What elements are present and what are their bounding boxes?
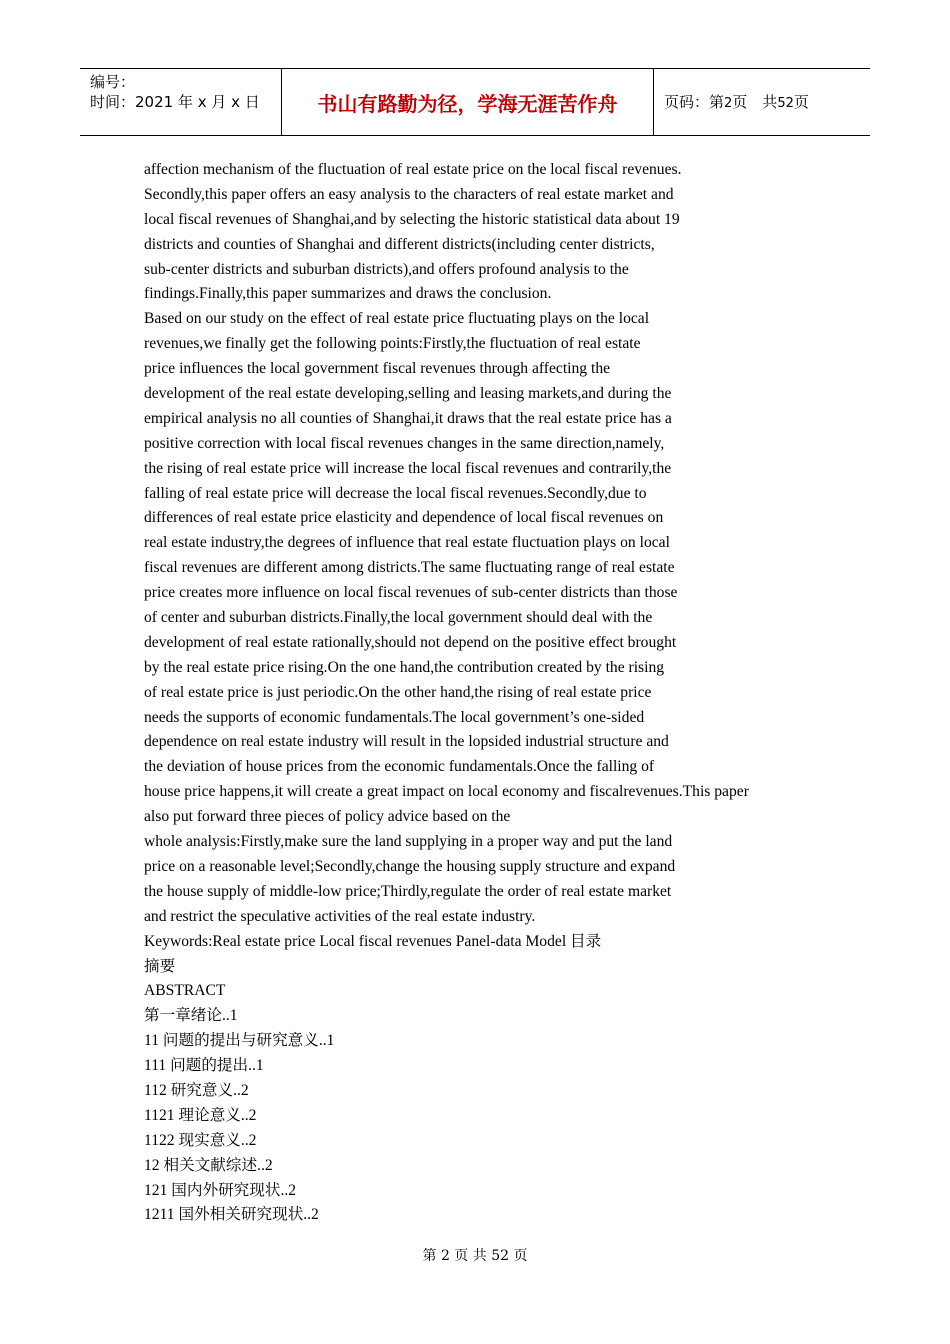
text-line: real estate industry,the degrees of influence that real estate fluctuation plays on local <box>144 534 670 552</box>
toc-entry: 1122 现实意义..2 <box>144 1131 257 1149</box>
text-line: price on a reasonable level;Secondly,change the housing supply structure and expand <box>144 857 676 875</box>
text-line: Based on our study on the effect of real estate price fluctuating plays on the local <box>144 310 650 328</box>
text-line: affection mechanism of the fluctuation of real estate price on the local fiscal revenues. <box>144 161 682 178</box>
header-date: 时间：2021 年 x 月 x 日 <box>90 93 260 111</box>
text-line: fiscal revenues are different among districts.The same fluctuating range of real estate <box>144 559 675 577</box>
toc-entry: 1121 理论意义..2 <box>144 1106 257 1124</box>
text-line: empirical analysis no all counties of Shanghai,it draws that the real estate price has a <box>144 409 672 427</box>
table-of-contents <box>144 1004 844 1228</box>
header-page-info <box>654 69 870 136</box>
text-line: 摘要 <box>144 957 176 975</box>
header-page-suffix: 页 <box>793 93 809 111</box>
text-line: and restrict the speculative activities of the real estate industry. <box>144 907 536 925</box>
text-line: development of real estate rationally,should not depend on the positive effect brought <box>144 633 677 651</box>
toc-entry: 第一章绪论..1 <box>144 1007 238 1025</box>
text-line: dependence on real estate industry will result in the lopsided industrial structure and <box>144 733 669 751</box>
text-line: falling of real estate price will decrease the local fiscal revenues.Secondly,due to <box>144 484 647 502</box>
text-line: whole analysis:Firstly,make sure the land supplying in a proper way and put the land <box>144 833 673 851</box>
text-line: Secondly,this paper offers an easy analysis to the characters of real estate market and <box>144 185 674 203</box>
text-line: the deviation of house prices from the economic fundamentals.Once the falling of <box>144 758 655 776</box>
toc-entry: 112 研究意义..2 <box>144 1081 249 1099</box>
text-line: of center and suburban districts.Finally,the local government should deal with the <box>144 609 653 627</box>
text-line: needs the supports of economic fundamentals.The local government’s one-sided <box>144 708 645 726</box>
header-page-prefix: 页码：第 <box>664 93 725 111</box>
text-line: sub-center districts and suburban districts),and offers profound analysis to the <box>144 260 629 278</box>
header-page-mid: 页 共 <box>732 93 778 111</box>
text-line: price creates more influence on local fiscal revenues of sub-center districts than those <box>144 584 678 602</box>
abstract-body <box>144 158 844 1228</box>
toc-entry: 111 问题的提出..1 <box>144 1057 264 1075</box>
page-header <box>80 68 870 136</box>
page-footer: 第 2 页 共 52 页 <box>422 1248 528 1264</box>
text-line: differences of real estate price elasticity and dependence of local fiscal revenues on <box>144 509 664 527</box>
text-line: the rising of real estate price will increase the local fiscal revenues and contrarily,the <box>144 459 672 477</box>
text-line: districts and counties of Shanghai and different districts(including center districts, <box>144 235 655 253</box>
header-motto: 书山有路勤为径，学海无涯苦作舟 <box>282 69 654 136</box>
header-page-total: 52 <box>777 96 794 111</box>
text-line: positive correction with local fiscal revenues changes in the same direction,namely, <box>144 434 665 452</box>
text-line: findings.Finally,this paper summarizes and draws the conclusion. <box>144 285 552 303</box>
text-line: also put forward three pieces of policy advice based on the <box>144 808 511 826</box>
text-line: by the real estate price rising.On the one hand,the contribution created by the rising <box>144 658 665 676</box>
text-line: the house supply of middle-low price;Thirdly,regulate the order of real estate market <box>144 882 672 900</box>
header-code-label: 编号： <box>90 73 136 91</box>
text-line: of real estate price is just periodic.On the other hand,the rising of real estate price <box>144 683 652 701</box>
body-lines <box>144 158 844 1004</box>
toc-entry: 11 问题的提出与研究意义..1 <box>144 1032 335 1050</box>
text-line: development of the real estate developing,selling and leasing markets,and during the <box>144 385 672 403</box>
toc-entry: 12 相关文献综述..2 <box>144 1156 273 1174</box>
text-line: local fiscal revenues of Shanghai,and by selecting the historic statistical data about 19 <box>144 210 680 228</box>
text-line: Keywords:Real estate price Local fiscal revenues Panel-data Model 目录 <box>144 932 602 950</box>
text-line: ABSTRACT <box>144 982 226 1000</box>
toc-entry: 121 国内外研究现状..2 <box>144 1181 297 1199</box>
text-line: price influences the local government fiscal revenues through affecting the <box>144 360 611 378</box>
text-line: revenues,we finally get the following points:Firstly,the fluctuation of real estate <box>144 335 641 353</box>
header-page-current: 2 <box>724 96 733 111</box>
toc-entry: 1211 国外相关研究现状..2 <box>144 1206 319 1224</box>
header-meta <box>80 69 282 136</box>
text-line: house price happens,it will create a great impact on local economy and fiscalrevenues.This paper <box>144 783 749 801</box>
